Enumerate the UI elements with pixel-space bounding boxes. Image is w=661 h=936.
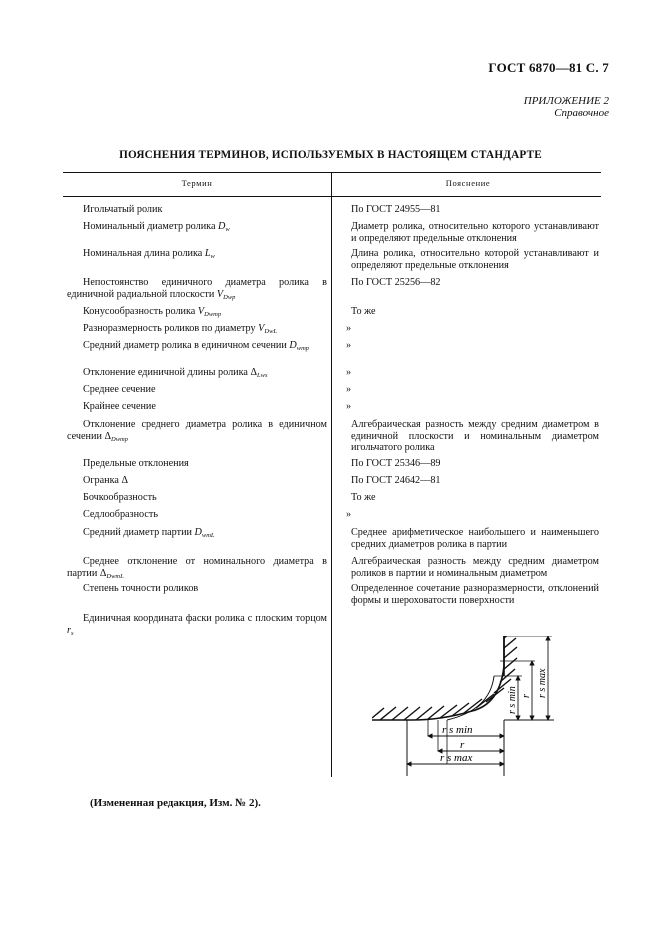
appendix-label: ПРИЛОЖЕНИЕ 2 — [523, 95, 609, 107]
table-row-term: Крайнее сечение — [83, 401, 156, 412]
label-r-horizontal: r — [460, 739, 465, 751]
table-row-term: Предельные отклонения — [83, 458, 189, 469]
table-row-explanation: По ГОСТ 24955—81 — [351, 204, 441, 215]
table-row-explanation: То же — [351, 492, 376, 503]
table-row-explanation: По ГОСТ 25346—89 — [351, 458, 441, 469]
table-row-term: Игольчатый ролик — [83, 204, 163, 215]
table-row-explanation: По ГОСТ 24642—81 — [351, 475, 441, 486]
table-row-explanation: Диаметр ролика, относительно которого устанавливают и определяют предельные отклонения — [351, 221, 599, 244]
table-row-term: Огранка Δ — [83, 475, 129, 486]
table-row-explanation: » — [346, 509, 352, 520]
table-column-divider — [331, 172, 332, 777]
table-row-term: Отклонение среднего диаметра ролика в единичном сечении $\Delta_{Dwmp}$ — [67, 419, 327, 443]
table-row-term: Среднее сечение — [83, 384, 156, 395]
table-row-explanation: » — [346, 401, 352, 412]
table-row-term: Степень точности роликов — [83, 583, 199, 594]
table-row-explanation: Алгебраическая разность между средним диаметром роликов в партии и номинальным диаметром — [351, 556, 599, 579]
table-row-explanation: » — [346, 384, 352, 395]
table-row-term: Конусообразность ролика $V_{Dwmp}$ — [83, 306, 222, 318]
table-row-term: Средний диаметр партии $D_{wmL}$ — [83, 527, 215, 539]
column-header-terms: Термин — [181, 178, 213, 188]
table-row-explanation: Длина ролика, относительно которой устанавливают и определяют предельные отклонения — [351, 248, 599, 271]
table-row-term: Отклонение единичной длины ролика $\Delta_{Lws}$ — [83, 367, 268, 379]
table-row-explanation: » — [346, 340, 352, 351]
table-row-term: Средний диаметр ролика в единичном сечении $D_{wmp}$ — [83, 340, 310, 352]
label-rs-max-horizontal: r s max — [440, 752, 473, 764]
table-row-explanation: » — [346, 323, 352, 334]
table-row-explanation: То же — [351, 306, 376, 317]
table-row-explanation: По ГОСТ 25256—82 — [351, 277, 441, 288]
amendment-note: (Измененная редакция, Изм. № 2). — [90, 797, 261, 809]
table-row-term: Бочкообразность — [83, 492, 157, 503]
label-r-vertical: r — [521, 694, 532, 698]
table-row-term: Номинальный диаметр ролика $D_w$ — [83, 221, 230, 233]
standard-header: ГОСТ 6870—81 С. 7 — [488, 60, 609, 75]
table-header-rule — [63, 196, 601, 197]
table-row-term: Среднее отклонение от номинального диаметра в партии $\Delta_{DwmL}$ — [67, 556, 327, 580]
table-row-term: Седлообразность — [83, 509, 159, 520]
page-title: ПОЯСНЕНИЯ ТЕРМИНОВ, ИСПОЛЬЗУЕМЫХ В НАСТОЯЩЕМ СТАНДАРТЕ — [119, 149, 542, 161]
table-row-explanation: Алгебраическая разность между средним диаметром в единичной плоскости и номинальным диаметром игольчатого ролика — [351, 419, 599, 453]
table-row-term: Разноразмерность роликов по диаметру $V_{DwL}$ — [83, 323, 278, 335]
table-row-explanation: Среднее арифметическое наибольшего и наименьшего средних диаметров ролика в партии — [351, 527, 599, 550]
label-rs-min-horizontal: r s min — [442, 724, 473, 736]
appendix-type: Справочное — [554, 107, 609, 119]
appendix-block — [524, 95, 609, 119]
column-header-explanation: Пояснение — [445, 178, 491, 188]
table-row-explanation: Определенное сочетание разноразмерности, отклонений формы и шероховатости поверхности — [351, 583, 599, 606]
table-row-term: Номинальная длина ролика $L_w$ — [83, 248, 215, 260]
table-top-rule — [63, 172, 601, 173]
label-rs-min-vertical: r s min — [507, 686, 518, 714]
table-row-term: Непостоянство единичного диаметра ролика в единичной радиальной плоскости $V_{Dwp}$ — [67, 277, 327, 301]
table-row-term: Единичная координата фаски ролика с плоским торцом $r_s$ — [67, 613, 327, 637]
table-row-explanation: » — [346, 367, 352, 378]
chamfer-diagram — [372, 636, 587, 781]
label-rs-max-vertical: r s max — [537, 668, 548, 698]
